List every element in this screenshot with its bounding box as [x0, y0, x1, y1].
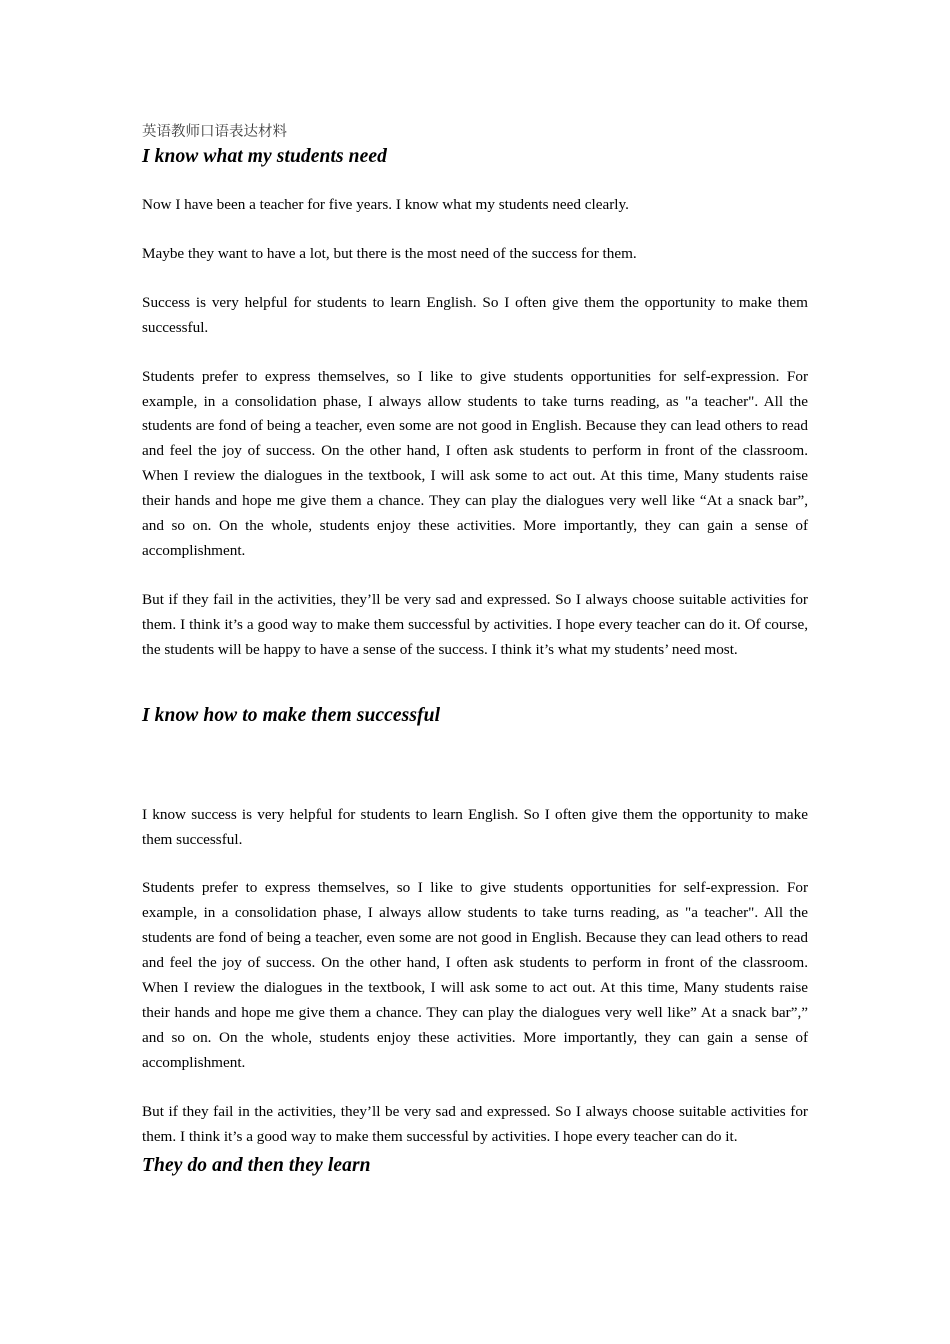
spacer — [142, 564, 808, 588]
section-heading-3: They do and then they learn — [142, 1155, 371, 1177]
spacer — [142, 218, 808, 242]
section-heading-1: I know what my students need — [142, 146, 387, 167]
paragraph: Now I have been a teacher for five years. I know what my students need clearly. — [142, 196, 629, 213]
paragraph: Success is very helpful for students to learn English. So I often give them the opportunity to make them successful. — [142, 293, 808, 336]
paragraph: Students prefer to express themselves, so I like to give students opportunities for self-expression. For example, in a consolidation phase, I always allow students to take turns reading, as "a teacher". All the students are fond of being a teacher, even some are not good in English. Because they can lead others to read and feel the joy of success. On the other hand, I often ask students to perform in front of the classroom. When I review the dialogues in the textbook, I will ask some to act out. At this time, Many students raise their hands and hope me give them a chance. They can play the dialogues very well like “At a snack bar”, and so on. On the whole, students enjoy these activities. More importantly, they can gain a sense of accomplishment. — [142, 367, 808, 559]
spacer — [142, 170, 808, 193]
section-heading-2: I know how to make them successful — [142, 704, 441, 726]
spacer — [142, 1076, 808, 1100]
spacer — [142, 852, 808, 876]
document-body — [142, 122, 808, 1179]
paragraph: Students prefer to express themselves, so I like to give students opportunities for self-expression. For example, in a consolidation phase, I always allow students to take turns reading, as "a teacher". All the students are fond of being a teacher, even some are not good in English. Because they can lead others to read and feel the joy of success. On the other hand, I often ask students to perform in front of the classroom. When I review the dialogues in the textbook, I will ask some to act out. At this time, Many students raise their hands and hope me give them a chance. They can play the dialogues very well like” At a snack bar”,” and so on. On the whole, students enjoy these activities. More importantly, they can gain a sense of accomplishment. — [142, 879, 808, 1071]
paragraph: But if they fail in the activities, they’ll be very sad and expressed. So I always choose suitable activities for them. I think it’s a good way to make them successful by activities. I hope every teacher can do it. — [142, 1102, 808, 1145]
paragraph: Maybe they want to have a lot, but there is the most need of the success for them. — [142, 244, 637, 262]
paragraph: I know success is very helpful for students to learn English. So I often give them the opportunity to make them successful. — [142, 805, 808, 848]
spacer — [142, 267, 808, 291]
paragraph: But if they fail in the activities, they’ll be very sad and expressed. So I always choose suitable activities for them. I think it’s a good way to make them successful by activities. I hope every teacher can do it. Of course, the students will be happy to have a sense of the success. I think it’s what my students’ need most. — [142, 590, 808, 658]
document-subject-label: 英语教师口语表达材料 — [142, 124, 287, 140]
spacer — [142, 341, 808, 365]
spacer — [142, 729, 808, 803]
